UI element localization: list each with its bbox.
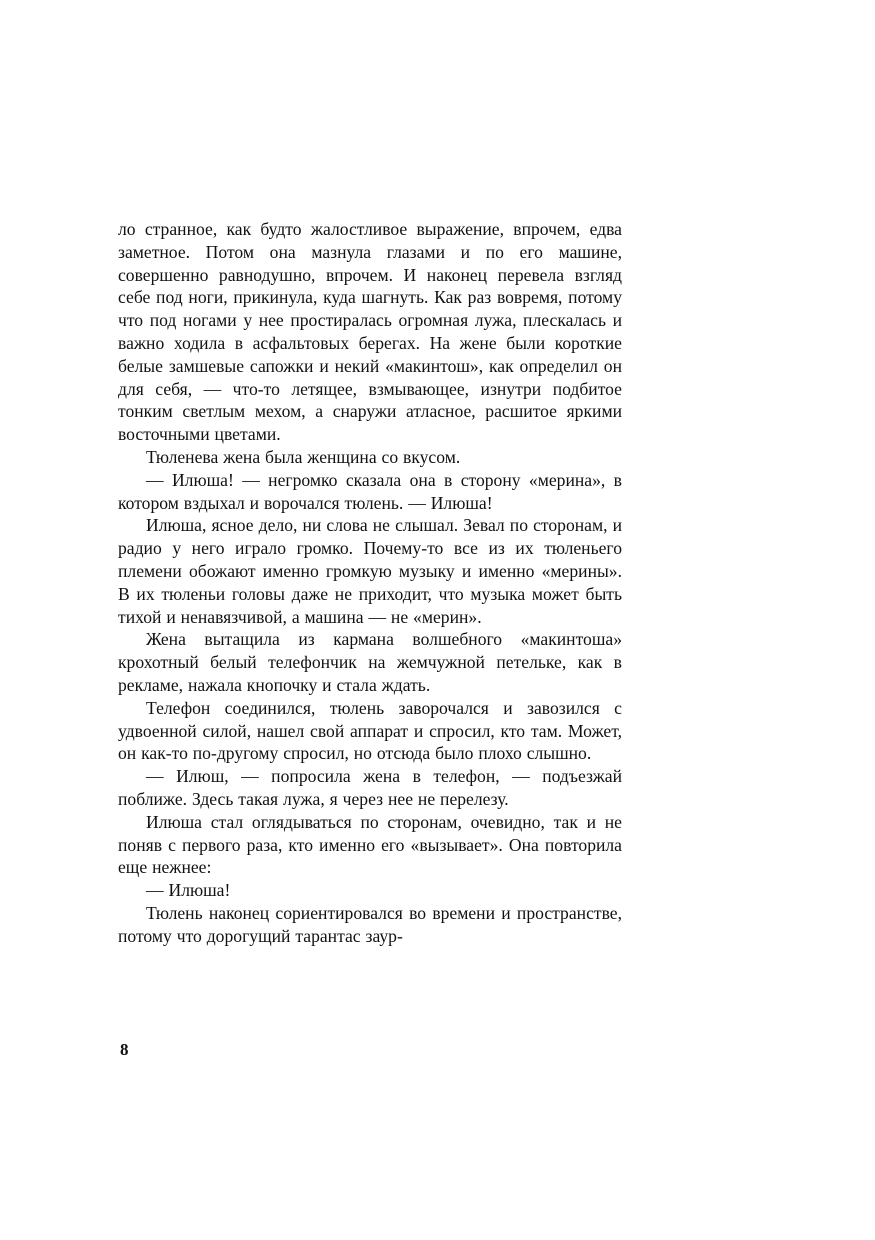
paragraph: Жена вытащила из кармана волшебного «макинтоша» крохотный белый телефончик на жемчужной петельке, как в рекламе, нажала кнопочку и стала ждать. [118, 629, 622, 695]
paragraph: ло странное, как будто жалостливое выражение, впрочем, едва заметное. Потом она мазнула глазами и по его машине, совершенно равнодушно, впрочем. И наконец перевела взгляд себе под ноги, прикинула, куда шагнуть. Как раз вовремя, потому что под ногами у нее простиралась огромная лужа, плескалась и важно ходила в асфальтовых берегах. На жене были короткие белые замшевые сапожки и некий «макинтош», как определил он для себя, — что-то летящее, взмывающее, изнутри подбитое тонким светлым мехом, а снаружи атласное, расшитое яркими восточными цветами. [118, 219, 622, 445]
page-number: 8 [120, 1040, 129, 1059]
paragraph: Илюша стал оглядываться по сторонам, очевидно, так и не поняв с первого раза, кто именно его «вызывает». Она повторила еще нежнее: [118, 811, 622, 878]
paragraph: Тюлень наконец сориентировался во времени и пространстве, потому что дорогущий тарантас заур- [118, 902, 622, 946]
paragraph: Тюленева жена была женщина со вкусом. [146, 446, 461, 467]
paragraph: — Илюша! — негромко сказала она в сторону «мерина», в котором вздыхал и ворочался тюлень. — Илюша! [118, 469, 622, 513]
paragraph: — Илюш, — попросила жена в телефон, — подъезжай поближе. Здесь такая лужа, я через нее не перелезу. [118, 766, 622, 809]
page-text [118, 218, 622, 948]
paragraph: — Илюша! [146, 880, 231, 901]
paragraph: Илюша, ясное дело, ни слова не слышал. Зевал по сторонам, и радио у него играло громко. Почему-то все из их тюленьего племени обожают именно громкую музыку и именно «мерины». В их тюленьи головы даже не приходит, что музыка может быть тихой и ненавязчивой, а машина — не «мерин». [118, 515, 622, 627]
paragraph: Телефон соединился, тюлень заворочался и завозился с удвоенной силой, нашел свой аппарат и спросил, кто там. Может, он как-то по-другому спросил, но отсюда было плохо слышно. [118, 697, 622, 764]
